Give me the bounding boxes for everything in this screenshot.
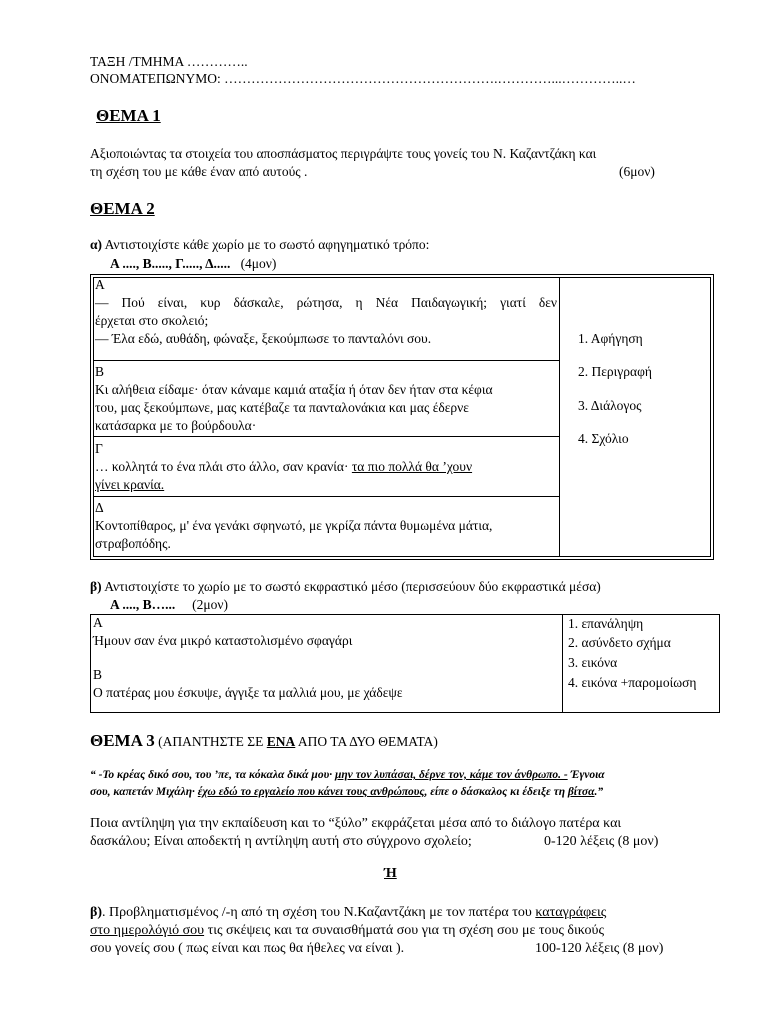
q2-line1a: . Προβληματισμένος /-η από τη σχέση του Ν.Καζαντζάκη με τον πατέρα του — [102, 905, 536, 920]
q2-line2b: τις σκέψεις και τα συναισθήματά σου για τη σχέση σου με τους δικούς — [204, 923, 605, 938]
theme3-subtitle-em: ΕΝΑ — [266, 734, 296, 749]
theme1-title: ΘΕΜΑ 1 — [96, 106, 161, 125]
quote1b: μην τον λυπάσαι, δέρνε τον, κάμε τον άνθρωπο. - — [334, 769, 568, 781]
q2-line2 — [90, 922, 604, 939]
passage-b-line3: κατάσαρκα με το βούρδουλα· — [95, 418, 257, 433]
passage-c — [95, 440, 557, 494]
passage-d-line1: Κοντοπίθαρος, μ' ένα γενάκι σφηνωτό, με γκρίζα πάντα θυμωμένα μάτια, — [95, 518, 493, 533]
passage-b-line1: Κι αλήθεια είδαμε· όταν κάναμε καμιά αταξία ή όταν δεν ήταν στα κέφια — [95, 382, 493, 397]
theme2-b-instruction — [90, 578, 601, 595]
q2-line3: σου γονείς σου ( πως είναι και πως θα ήθελες να είναι ). — [90, 941, 405, 956]
theme1-line2: τη σχέση του με κάθε έναν από αυτούς . — [90, 164, 308, 179]
theme2-b-label: β) — [90, 579, 102, 594]
theme2-a-points: (4μον) — [240, 256, 277, 271]
theme1-points: (6μον) — [619, 164, 655, 179]
table-a-row-line-3 — [93, 496, 559, 497]
theme2-a-instruction — [90, 236, 429, 253]
passage-b-line2: του, μας ξεκούμπωνε, μας κατέβαζε τα πανταλονάκια και μας έδερνε — [95, 400, 469, 415]
q2-line1b: καταγράφεις — [535, 905, 607, 920]
q1-line2: δασκάλου; Είναι αποδεκτή η αντίληψη αυτή στο σύγχρονο σχολείο; — [90, 834, 472, 849]
theme3-subtitle-pre: (ΑΠΑΝΤΗΣΤΕ ΣΕ — [158, 734, 267, 749]
quote2e: .” — [594, 786, 604, 798]
theme2-a-text: Αντιστοιχίστε κάθε χωρίο με το σωστό αφηγηματικό τρόπο: — [104, 237, 430, 252]
device-4: 4. εικόνα +παρομοίωση — [568, 675, 697, 690]
quote2b: έχω εδώ το εργαλείο που κάνει τους ανθρώπους — [197, 786, 425, 798]
theme2-b-points: (2μον) — [192, 597, 228, 612]
passage-a-letter: Α — [95, 277, 105, 292]
q1-line1: Ποια αντίληψη για την εκπαίδευση και το “ξύλο” εκφράζεται μέσα από το διάλογο πατέρα και — [90, 816, 622, 831]
quote1a: “ -Το κρέας δικό σου, του ’πε, τα κόκαλα δικά μου· — [90, 769, 335, 781]
theme2-b-answers: Α ...., Β…... — [110, 597, 176, 612]
table-a-row-line-2 — [93, 436, 559, 437]
device-3: 3. εικόνα — [568, 655, 618, 670]
quote2a: σου, καπετάν Μιχάλη· — [90, 786, 198, 798]
mode-2: 2. Περιγραφή — [578, 364, 652, 379]
theme2-a-answers-row — [110, 255, 276, 272]
table-a-divider — [559, 277, 560, 557]
passage-c-line2: γίνει κρανία. — [95, 477, 165, 492]
passage-b — [95, 363, 557, 435]
b-passage-a-text: Ήμουν σαν ένα μικρό καταστολισμένο σφαγάρι — [93, 633, 353, 648]
table-a-row-line-1 — [93, 360, 559, 361]
passage-d-line2: στραβοπόδης. — [95, 536, 171, 551]
passage-c-line1a: … κολλητά το ένα πλάι στο άλλο, σαν κρανία· — [95, 459, 352, 474]
passage-a — [95, 276, 557, 348]
passage-b-letter: Β — [95, 364, 105, 379]
q2-label: β) — [90, 905, 103, 920]
passage-a-line1: — Πού είναι, κυρ δάσκαλε, ρώτησα, η Νέα Παιδαγωγική; γιατί δεν — [95, 295, 557, 310]
b-passage-b — [93, 666, 558, 702]
class-label: ΤΑΞΗ /ΤΜΗΜΑ ………….. — [90, 54, 248, 69]
student-name-label: ΟΝΟΜΑΤΕΠΩΝΥΜΟ: …………………………………………………….…………...…………..… — [90, 71, 636, 86]
b-passage-b-text: Ο πατέρας μου έσκυψε, άγγιξε τα μαλλιά μου, με χάδεψε — [93, 685, 403, 700]
theme2-b-text: Αντιστοιχίστε το χωρίο με το σωστό εκφραστικό μέσο (περισσεύουν δύο εκφραστικά μέσα) — [104, 579, 601, 594]
theme2-title: ΘΕΜΑ 2 — [90, 199, 155, 218]
quote-line2 — [90, 784, 603, 801]
passage-a-line2: έρχεται στο σκολειό; — [95, 313, 209, 328]
theme3-subtitle-post: ΑΠΟ ΤΑ ΔΥΟ ΘΕΜΑΤΑ) — [295, 734, 438, 749]
device-1: 1. επανάληψη — [568, 616, 644, 631]
quote-line1 — [90, 767, 605, 784]
passage-d — [95, 499, 557, 553]
device-2: 2. ασύνδετο σχήμα — [568, 635, 671, 650]
q2-words: 100-120 λέξεις (8 μον) — [535, 941, 664, 956]
quote2c: , είπε ο δάσκαλος κι έδειξε τη — [424, 786, 568, 798]
mode-1: 1. Αφήγηση — [578, 331, 643, 346]
theme1-line1: Αξιοποιώντας τα στοιχεία του αποσπάσματος περιγράψτε τους γονείς του Ν. Καζαντζάκη και — [90, 146, 597, 161]
passage-c-letter: Γ — [95, 441, 103, 456]
passage-c-line1b: τα πιο πολλά θα ’χουν — [351, 459, 473, 474]
theme2-a-label: α) — [90, 237, 103, 252]
b-passage-a — [93, 614, 558, 650]
b-passage-b-letter: Β — [93, 667, 103, 682]
quote1c: Έγνοια — [567, 769, 605, 781]
theme2-a-answers: Α ...., Β....., Γ....., Δ..... — [110, 256, 231, 271]
passage-a-line3: — Έλα εδώ, αυθάδη, φώναξε, ξεκούμπωσε το πανταλόνι σου. — [95, 331, 432, 346]
q2-line2a: στο ημερολόγιό σου — [90, 923, 205, 938]
passage-d-letter: Δ — [95, 500, 104, 515]
mode-3: 3. Διάλογος — [578, 398, 642, 413]
quote2d: βίτσα — [567, 786, 595, 798]
q1-words: 0-120 λέξεις (8 μον) — [544, 834, 659, 849]
q2-line1 — [90, 904, 606, 921]
theme3-heading — [90, 731, 438, 751]
b-passage-a-letter: Α — [93, 615, 103, 630]
theme3-title: ΘΕΜΑ 3 — [90, 731, 155, 750]
theme2-b-answers-row — [110, 596, 228, 613]
mode-4: 4. Σχόλιο — [578, 431, 629, 446]
table-b-divider — [562, 614, 563, 713]
or-label: Ή — [384, 866, 397, 881]
